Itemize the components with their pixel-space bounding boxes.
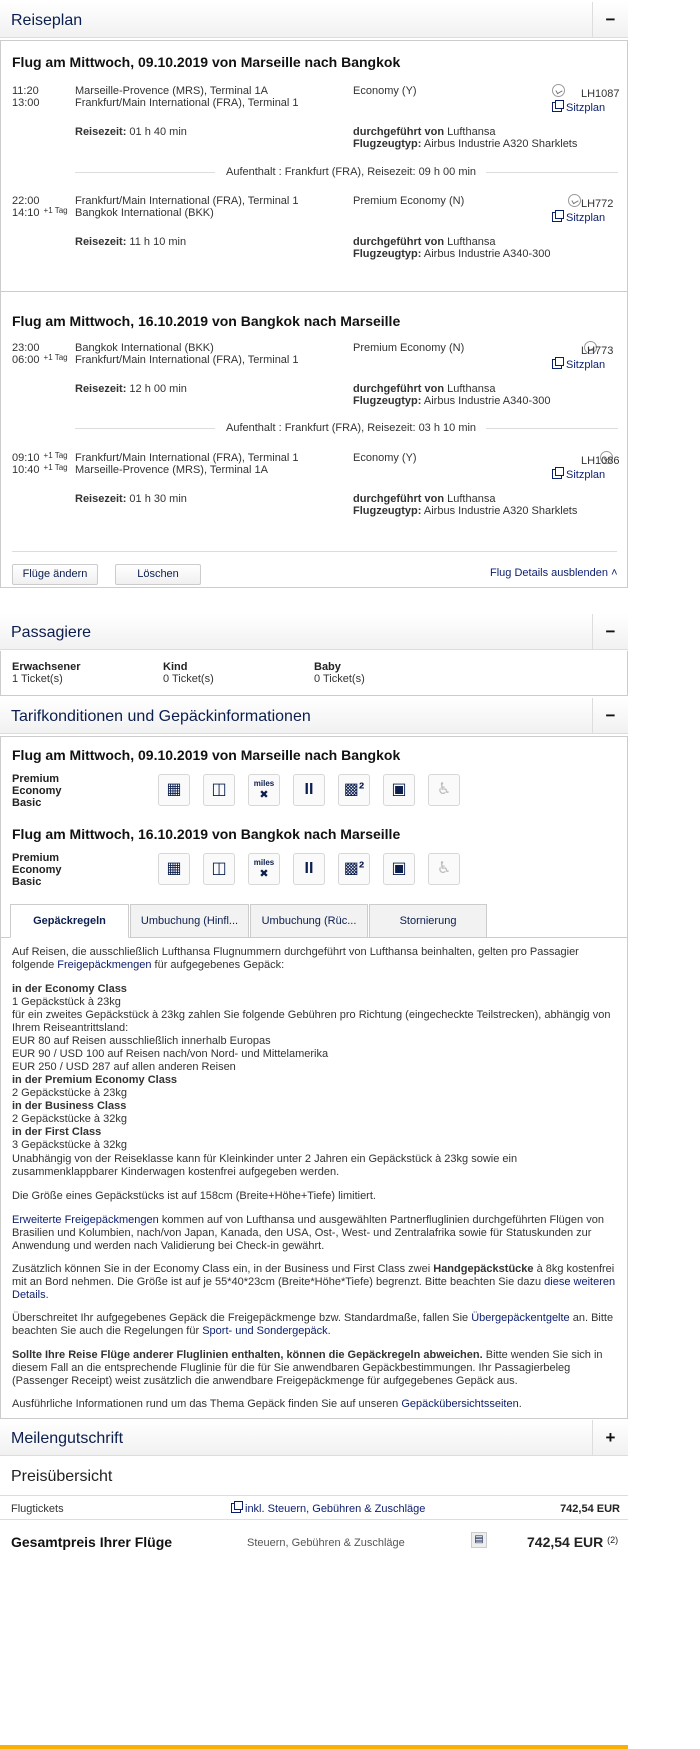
aircraft: Airbus Industrie A340-300 [423, 248, 551, 260]
dep-time: 23:00 [12, 342, 40, 354]
to-airport: Frankfurt/Main International (FRA), Terminal 1 [75, 354, 299, 366]
miles-cross-icon[interactable]: miles ✖ [248, 853, 280, 885]
cabin-class: Economy (Y) [353, 452, 417, 464]
operated-label: durchgeführt von [353, 236, 445, 248]
delete-button[interactable]: Löschen [115, 564, 201, 585]
meal-icon[interactable]: ІІ [293, 774, 325, 806]
adult-label: Erwachsener [12, 661, 81, 673]
next-day-badge: +1 Tag [43, 463, 68, 472]
dep-time: 22:00 [12, 195, 40, 207]
footer-accent-bar [0, 1745, 628, 1749]
from-airport: Frankfurt/Main International (FRA), Terminal 1 [75, 452, 299, 464]
outbound-heading: Flug am Mittwoch, 09.10.2019 von Marseille nach Bangkok [12, 54, 401, 70]
duration-label: Reisezeit: [75, 126, 127, 138]
aircraft: Airbus Industrie A320 Sharklets [423, 505, 578, 517]
tickets-label: Flugtickets [11, 1503, 64, 1515]
dep-time: 11:20 [12, 85, 39, 97]
baby-count: 0 Ticket(s) [314, 673, 365, 685]
baggage-size-note: Die Größe eines Gepäckstücks ist auf 158cm (Breite+Höhe+Tiefe) limitiert. [12, 1190, 376, 1202]
cabin-class: Premium Economy (N) [353, 195, 465, 207]
seat-reservation-icon[interactable]: ▣ [383, 853, 415, 885]
seatmap-icon [552, 212, 562, 222]
arr-time: 13:00 [12, 97, 40, 109]
wheelchair-icon[interactable]: ♿ [428, 774, 460, 806]
tab-baggage-rules[interactable]: Gepäckregeln [10, 904, 129, 938]
extended-allowance-link[interactable]: Erweiterte Freigepäckmengen [12, 1214, 159, 1226]
next-day-badge: +1 Tag [43, 451, 68, 460]
from-airport: Bangkok International (BKK) [75, 342, 214, 354]
arr-time: 10:40 [12, 464, 40, 476]
seatmap-icon [552, 102, 562, 112]
baggage-more-info: Ausführliche Informationen rund um das Thema Gepäck finden Sie auf unseren Gepäckübersichtsseiten. [12, 1398, 522, 1410]
baggage-classes: in der Economy Class 1 Gepäckstück à 23kg für ein zweites Gepäckstück à 23kg zahlen Sie folgende Gebühren pro Richtung (eingecheckte Teilstrecken), abhängig von Ihrem Reiseantrittsland: EUR 80 auf Reisen ausschließlich innerhalb Europas EUR 90 / USD 100 auf Reisen nach/von Nord- und Mittelamerika EUR 250 / USD 287 auf allen anderen Reisen in der Premium Economy Class 2 Gepäckstücke à 23kg in der Business Class 2 Gepäckstücke à 32kg in der First Class 3 Gepäckstücke à 32kg [12, 983, 611, 1151]
flight-number: LH1086 [581, 455, 620, 467]
duration: 11 h 10 min [129, 236, 187, 248]
baggage-2-icon[interactable]: ▩² [338, 774, 370, 806]
seatmap-icon [552, 359, 562, 369]
seatmap-link[interactable]: Sitzplan [552, 469, 605, 481]
tab-bar [1, 904, 627, 938]
baggage-intro: Auf Reisen, die ausschließlich Lufthansa Flugnummern durchgeführt von Lufthansa beinhalten, gelten pro Passagier folgende Freigepäckmengen für aufgegebenes Gepäck: [12, 946, 579, 971]
operator: Lufthansa [447, 383, 496, 395]
child-count: 0 Ticket(s) [163, 673, 214, 685]
tarif-collapse-button[interactable]: − [592, 698, 628, 734]
next-day-badge: +1 Tag [43, 206, 68, 215]
tab-rebooking-return[interactable]: Umbuchung (Rüc... [250, 904, 368, 938]
to-airport: Marseille-Provence (MRS), Terminal 1A [75, 464, 268, 476]
from-airport: Marseille-Provence (MRS), Terminal 1A [75, 85, 268, 97]
hide-details-link[interactable]: Flug Details ausblenden ˄ [490, 567, 618, 579]
calendar-euro-icon[interactable]: ▦ [158, 853, 190, 885]
from-airport: Frankfurt/Main International (FRA), Terminal 1 [75, 195, 299, 207]
tarif-header[interactable] [0, 698, 628, 734]
baby-label: Baby [314, 661, 341, 673]
receipt-icon[interactable]: ▤ [471, 1532, 487, 1548]
to-airport: Frankfurt/Main International (FRA), Terminal 1 [75, 97, 299, 109]
allowance-link[interactable]: Freigepäckmengen [57, 959, 152, 971]
duration: 01 h 40 min [129, 126, 187, 138]
baggage-infant-note: Unabhängig von der Reiseklasse kann für Kleinkinder unter 2 Jahren ein Gepäckstück à 23kg sowie ein zusammenklappbarer Kinderwagen kostenfrei aufgegeben werden. [12, 1153, 518, 1178]
operated-label: durchgeführt von [353, 493, 445, 505]
child-label: Kind [163, 661, 188, 673]
meilen-header[interactable] [0, 1420, 628, 1456]
duration: 01 h 30 min [129, 493, 187, 505]
arr-time: 06:00 [12, 354, 40, 366]
baggage-overview-link[interactable]: Gepäckübersichtsseiten [401, 1398, 519, 1410]
price-title: Preisübersicht [11, 1468, 113, 1485]
further-details-link[interactable]: diese weiteren Details [12, 1276, 616, 1301]
operator: Lufthansa [447, 126, 496, 138]
tarif-panel [0, 736, 628, 1419]
price-panel [0, 1457, 628, 1749]
duration-label: Reisezeit: [75, 493, 127, 505]
reiseplan-panel [0, 40, 628, 588]
meal-icon[interactable]: ІІ [293, 853, 325, 885]
seatmap-icon [552, 469, 562, 479]
refund-cross-icon[interactable]: ◫ [203, 774, 235, 806]
tab-rebooking-outbound[interactable]: Umbuchung (Hinfl... [130, 904, 249, 938]
popup-icon [231, 1503, 241, 1513]
tarif-title: Tarifkonditionen und Gepäckinformationen [11, 708, 311, 725]
inbound-heading: Flug am Mittwoch, 16.10.2019 von Bangkok nach Marseille [12, 313, 401, 329]
seatmap-link[interactable]: Sitzplan [552, 359, 605, 371]
to-airport: Bangkok International (BKK) [75, 207, 214, 219]
total-label: Gesamtpreis Ihrer Flüge [11, 1534, 173, 1550]
reiseplan-collapse-button[interactable]: − [592, 2, 628, 38]
baggage-2-icon[interactable]: ▩² [338, 853, 370, 885]
operator: Lufthansa [447, 493, 496, 505]
next-day-badge: +1 Tag [43, 353, 68, 362]
reiseplan-header[interactable] [0, 2, 628, 38]
dep-time: 09:10 [12, 452, 40, 464]
fare-name: Premium Economy Basic [12, 773, 62, 809]
excess-baggage-link[interactable]: Übergepäckentgelte [471, 1312, 570, 1324]
duration-label: Reisezeit: [75, 383, 127, 395]
operator: Lufthansa [447, 236, 496, 248]
tab-cancellation[interactable]: Stornierung [369, 904, 487, 938]
miles-cross-icon[interactable]: miles ✖ [248, 774, 280, 806]
meilen-expand-button[interactable]: + [592, 1420, 628, 1456]
aircraft: Airbus Industrie A340-300 [423, 395, 551, 407]
seatmap-link[interactable]: Sitzplan [552, 102, 605, 114]
seatmap-link[interactable]: Sitzplan [552, 212, 605, 224]
aircraft-label: Flugzeugtyp: [353, 395, 422, 407]
cabin-class: Economy (Y) [353, 85, 417, 97]
calendar-euro-icon[interactable]: ▦ [158, 774, 190, 806]
refund-cross-icon[interactable]: ◫ [203, 853, 235, 885]
seat-reservation-icon[interactable]: ▣ [383, 774, 415, 806]
meilen-title: Meilengutschrift [11, 1430, 124, 1447]
passagiere-panel [0, 651, 628, 696]
layover-info: Aufenthalt : Frankfurt (FRA), Reisezeit: 03 h 10 min [226, 422, 477, 434]
passagiere-header[interactable] [0, 614, 628, 650]
extended-allowance-note: Erweiterte Freigepäckmengen kommen auf von Lufthansa und ausgewählten Partnerfluglinien durchgeführten Flügen von Brasilien und Kolumbien, nach/von Japan, Kanada, den USA, Ost-, West- und Zentralafrika sowie für Statuskunden zur Anwendung und werden nach Validierung bei Check-in gewährt. [12, 1214, 604, 1252]
aircraft-label: Flugzeugtyp: [353, 505, 422, 517]
fare-name: Premium Economy Basic [12, 852, 62, 888]
duration: 12 h 00 min [129, 383, 187, 395]
flight-number: LH773 [581, 345, 614, 357]
reiseplan-title: Reiseplan [11, 12, 83, 29]
duration-label: Reisezeit: [75, 236, 127, 248]
passagiere-collapse-button[interactable]: − [592, 614, 628, 650]
cabin-class: Premium Economy (N) [353, 342, 465, 354]
change-flights-button[interactable]: Flüge ändern [12, 564, 98, 585]
layover-info: Aufenthalt : Frankfurt (FRA), Reisezeit: 09 h 00 min [226, 166, 477, 178]
tax-info-link[interactable]: inkl. Steuern, Gebühren & Zuschläge [231, 1503, 425, 1515]
other-airlines-note: Sollte Ihre Reise Flüge anderer Fluglinien enthalten, können die Gepäckregeln abweichen. Bitte wenden Sie sich in diesem Fall an die entsprechende Fluglinie für die für Sie anwendbaren Gepäckbestimmungen. Ihr Passagierbeleg (Passenger Receipt) weist zusätzlich die anwendbare Freigepäckmenge für aufgegebenes Gepäck aus. [12, 1349, 603, 1387]
adult-count: 1 Ticket(s) [12, 673, 63, 685]
flight-number: LH772 [581, 198, 614, 210]
total-tax-note: Steuern, Gebühren & Zuschläge [247, 1537, 405, 1549]
total-price: 742,54 EUR $^{(2)}$ [527, 1534, 619, 1550]
excess-baggage-note: Überschreitet Ihr aufgegebenes Gepäck die Freigepäckmenge bzw. Standardmaße, fallen Sie Übergepäckentgelte an. Bitte beachten Sie auch die Regelungen für Sport- und Sondergepäck. [12, 1312, 614, 1337]
passagiere-title: Passagiere [11, 624, 92, 641]
fare-flight2-heading: Flug am Mittwoch, 16.10.2019 von Bangkok nach Marseille [12, 826, 401, 842]
chevron-up-icon: ˄ [611, 567, 618, 579]
airline-logo-icon [552, 84, 565, 97]
operated-label: durchgeführt von [353, 383, 445, 395]
aircraft: Airbus Industrie A320 Sharklets [423, 138, 578, 150]
arr-time: 14:10 [12, 207, 40, 219]
airline-logo-icon [568, 194, 581, 207]
aircraft-label: Flugzeugtyp: [353, 138, 422, 150]
hand-luggage-note: Zusätzlich können Sie in der Economy Class ein, in der Business und First Class zwei Handgepäckstücke à 8kg kostenfrei mit an Bord nehmen. Die Größe ist auf je 55*40*23cm (Breite*Höhe*Tiefe) begrenzt. Bitte beachten Sie dazu diese weiteren Details. [12, 1263, 616, 1301]
aircraft-label: Flugzeugtyp: [353, 248, 422, 260]
tickets-price: 742,54 EUR [560, 1503, 620, 1515]
sports-baggage-link[interactable]: Sport- und Sondergepäck [202, 1325, 328, 1337]
wheelchair-icon[interactable]: ♿ [428, 853, 460, 885]
fare-flight1-heading: Flug am Mittwoch, 09.10.2019 von Marseille nach Bangkok [12, 747, 401, 763]
operated-label: durchgeführt von [353, 126, 445, 138]
flight-number: LH1087 [581, 88, 620, 100]
